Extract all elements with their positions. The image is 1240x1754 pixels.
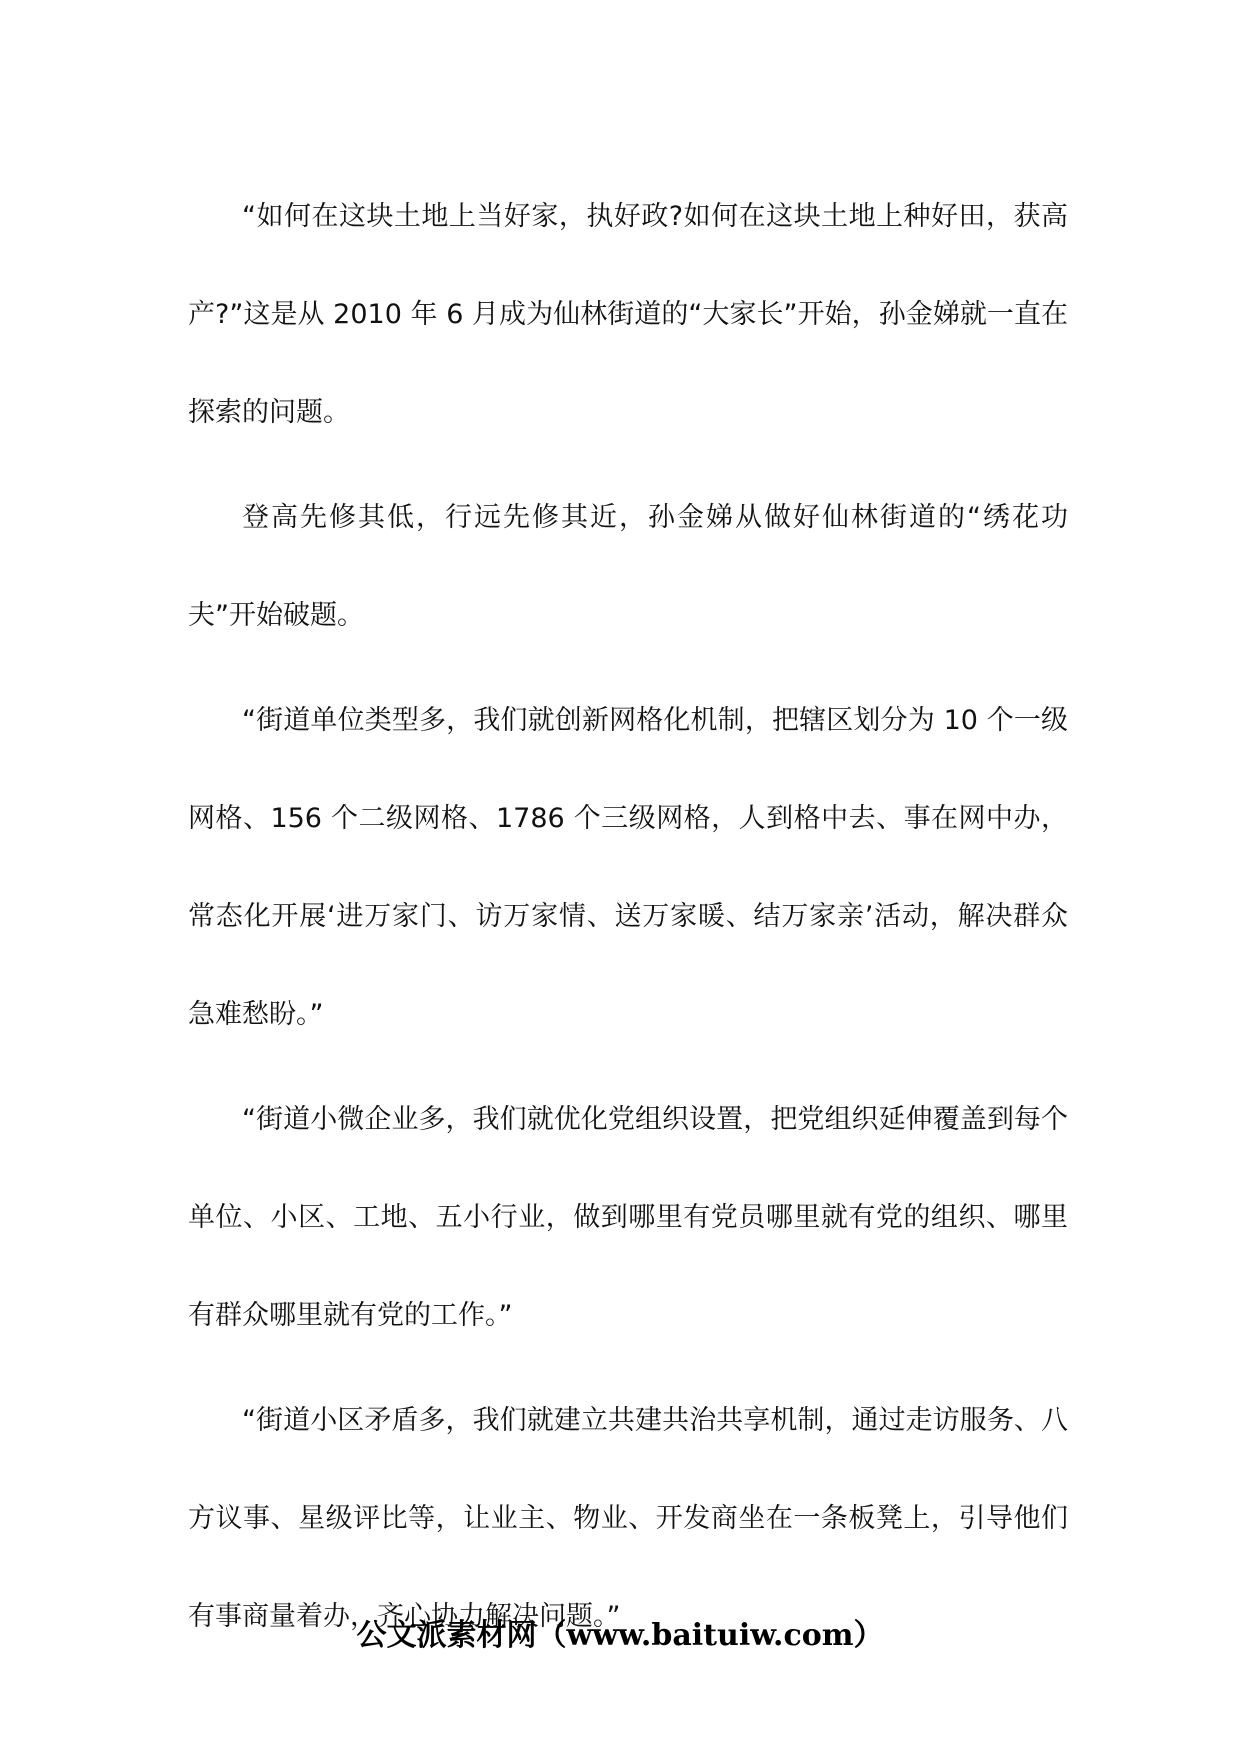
footer-source-text: 公文派素材网（www.baituiw.com） [356, 1618, 884, 1653]
paragraph: “街道单位类型多，我们就创新网格化机制，把辖区划分为 10 个一级网格、156 个二级网格、1786 个三级网格，人到格中去、事在网中办，常态化开展‘进万家门、访万家情、送万家暖、结万家亲’活动，解决群众急难愁盼。” [188, 705, 1068, 1030]
article-body [188, 168, 1068, 1673]
paragraph: “街道小区矛盾多，我们就建立共建共治共享机制，通过走访服务、八方议事、星级评比等，让业主、物业、开发商坐在一条板凳上，引导他们有事商量着办，齐心协力解决问题。” [188, 1405, 1068, 1632]
paragraph: “如何在这块土地上当好家，执好政?如何在这块土地上种好田，获高产?”这是从 2010 年 6 月成为仙林街道的“大家长”开始，孙金娣就一直在探索的问题。 [188, 201, 1068, 428]
paragraph: 登高先修其低，行远先修其近，孙金娣从做好仙林街道的“绣花功夫”开始破题。 [188, 502, 1068, 631]
paragraph: “街道小微企业多，我们就优化党组织设置，把党组织延伸覆盖到每个单位、小区、工地、五小行业，做到哪里有党员哪里就有党的组织、哪里有群众哪里就有党的工作。” [188, 1104, 1068, 1331]
